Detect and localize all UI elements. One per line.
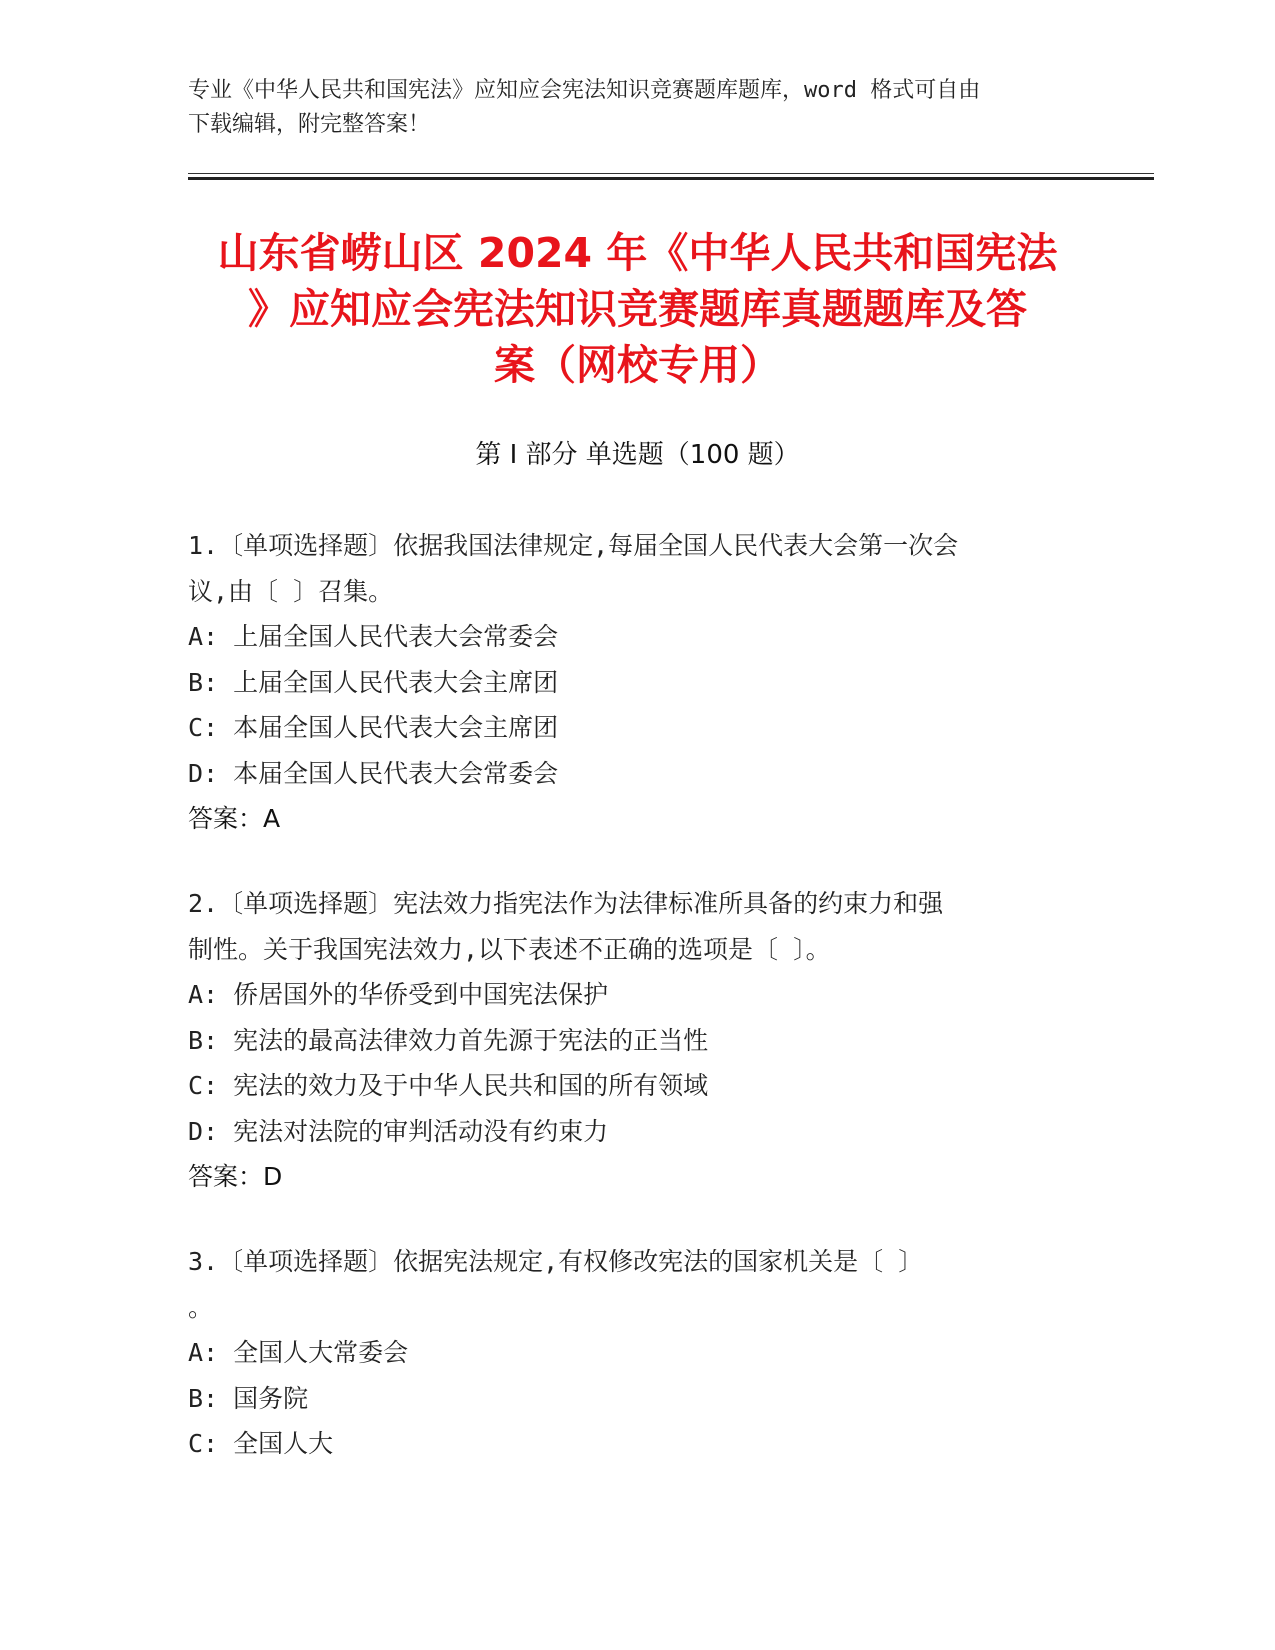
option-a: A: 全国人大常委会 bbox=[188, 1338, 409, 1367]
option-d: D: 宪法对法院的审判活动没有约束力 bbox=[188, 1116, 609, 1146]
question-1 bbox=[188, 523, 1088, 842]
question-stem-line: 制性。关于我国宪法效力,以下表述不正确的选项是〔 〕。 bbox=[188, 934, 831, 964]
question-3 bbox=[188, 1239, 1088, 1467]
option-d: D: 本届全国人民代表大会常委会 bbox=[188, 758, 559, 788]
option-c: C: 宪法的效力及于中华人民共和国的所有领域 bbox=[188, 1071, 709, 1100]
header-divider-thick bbox=[188, 177, 1154, 180]
title-line-2: 》应知应会宪法知识竞赛题库真题题库及答 bbox=[248, 285, 1027, 333]
option-c: C: 全国人大 bbox=[188, 1429, 334, 1458]
question-2 bbox=[188, 881, 1088, 1200]
header-note bbox=[188, 74, 1078, 142]
option-a: A: 上届全国人民代表大会常委会 bbox=[188, 622, 559, 651]
header-note-line-2: 下载编辑，附完整答案！ bbox=[188, 112, 431, 137]
section-heading: 第 I 部分 单选题（100 题） bbox=[475, 440, 800, 470]
option-b: B: 上届全国人民代表大会主席团 bbox=[188, 667, 559, 697]
question-stem-line: 3.〔单项选择题〕依据宪法规定,有权修改宪法的国家机关是〔 〕 bbox=[188, 1247, 924, 1276]
option-c: C: 本届全国人民代表大会主席团 bbox=[188, 713, 559, 742]
option-a: A: 侨居国外的华侨受到中国宪法保护 bbox=[188, 980, 609, 1009]
document-title bbox=[150, 225, 1125, 393]
question-stem-line: 2.〔单项选择题〕宪法效力指宪法作为法律标准所具备的约束力和强 bbox=[188, 889, 944, 918]
question-stem-line: 1.〔单项选择题〕依据我国法律规定,每届全国人民代表大会第一次会 bbox=[188, 531, 959, 560]
question-stem-line: 。 bbox=[188, 1292, 214, 1322]
option-b: B: 国务院 bbox=[188, 1383, 309, 1413]
header-note-line-1: 专业《中华人民共和国宪法》应知应会宪法知识竞赛题库题库，word 格式可自由 bbox=[188, 78, 981, 103]
option-b: B: 宪法的最高法律效力首先源于宪法的正当性 bbox=[188, 1025, 709, 1055]
title-line-3: 案（网校专用） bbox=[494, 341, 781, 389]
title-line-1: 山东省崂山区 2024 年《中华人民共和国宪法 bbox=[217, 229, 1058, 277]
header-divider-thin bbox=[188, 173, 1154, 174]
question-stem-line: 议,由〔 〕召集。 bbox=[188, 576, 394, 606]
answer-label: 答案：A bbox=[188, 804, 281, 833]
answer-label: 答案：D bbox=[188, 1162, 283, 1191]
